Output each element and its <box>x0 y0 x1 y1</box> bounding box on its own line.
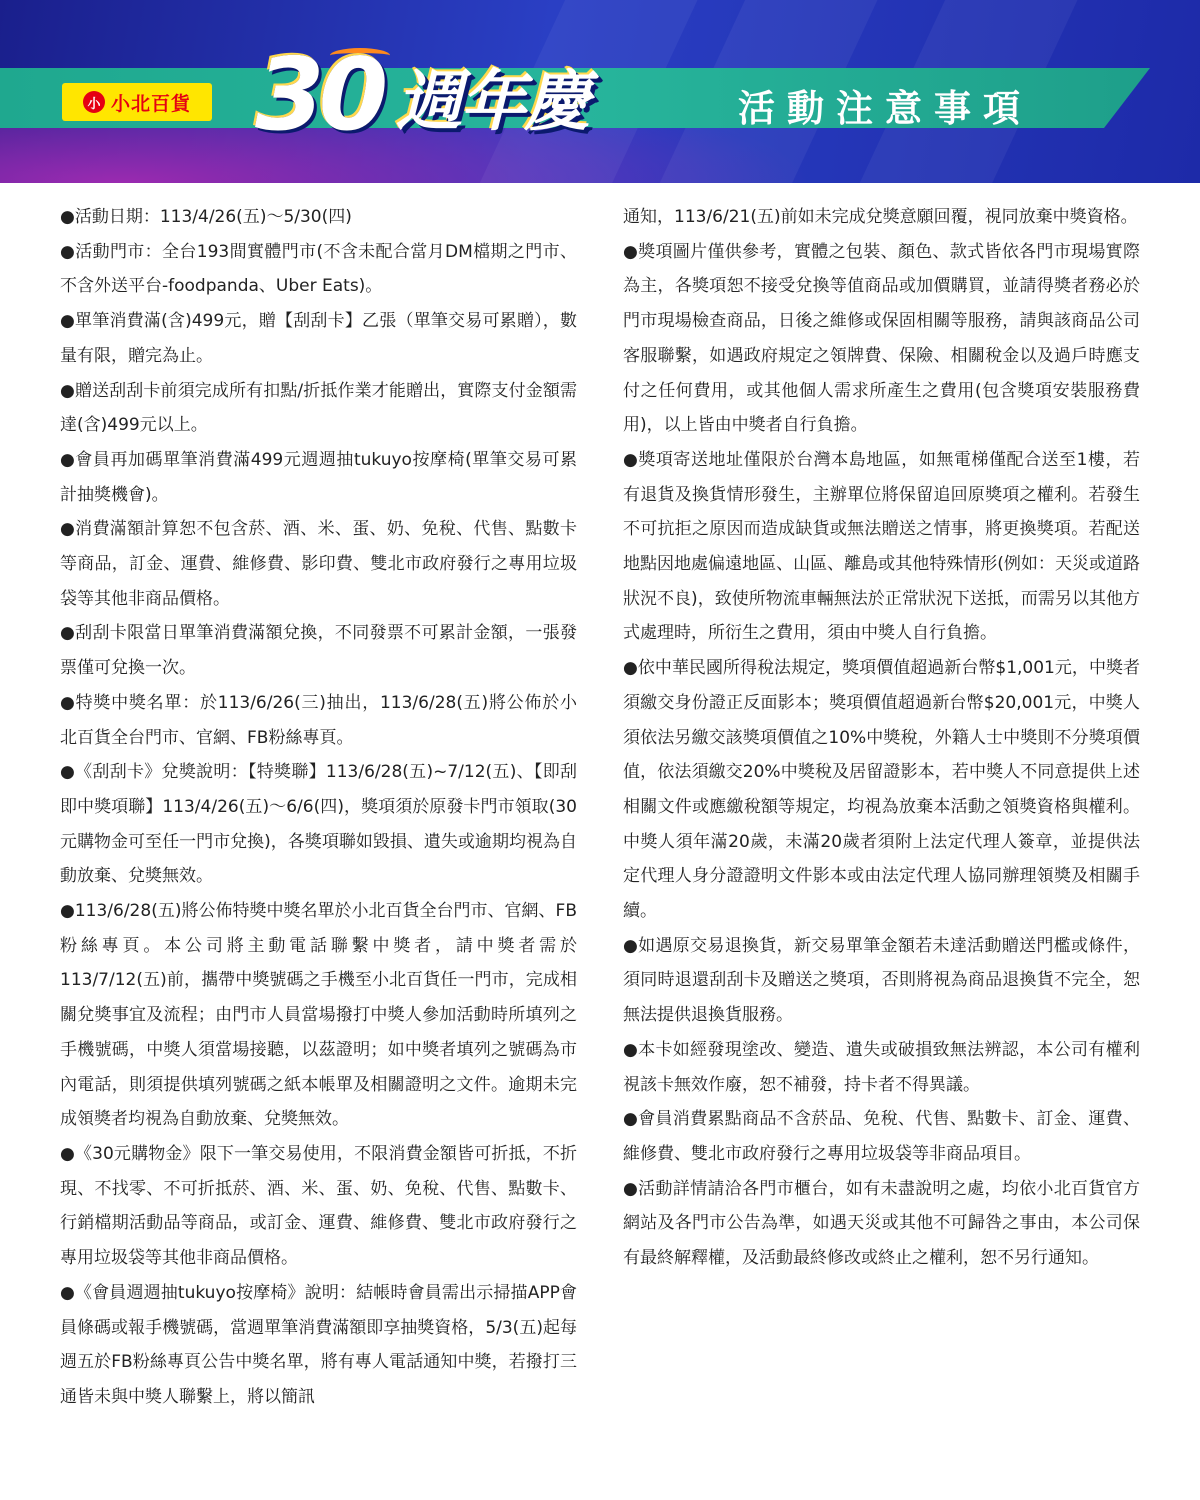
notice-item: ●獎項寄送地址僅限於台灣本島地區，如無電梯僅配合送至1樓，若有退貨及換貨情形發生，主辦單位將保留追回原獎項之權利。若發生不可抗拒之原因而造成缺貨或無法贈送之情事，將更換獎項。若配送地點因地處偏遠地區、山區、離島或其他特殊情形(例如：天災或道路狀況不良)，致使所物流車輛無法於正常狀況下送抵，而需另以其他方式處理時，所衍生之費用，須由中獎人自行負擔。 <box>623 449 1140 644</box>
notice-item: ●《刮刮卡》兌獎說明：【特獎聯】113/6/28(五)~7/12(五)、【即刮即中獎項聯】113/4/26(五)～6/6(四)，獎項須於原發卡門市領取(30元購物金可至任一門市兌換)，各獎項聯如毀損、遺失或逾期均視為自動放棄、兌獎無效。 <box>60 762 577 887</box>
notice-item: ●《30元購物金》限下一筆交易使用，不限消費金額皆可折抵，不折現、不找零、不可折抵菸、酒、米、蛋、奶、免稅、代售、點數卡、行銷檔期活動品等商品，或訂金、運費、維修費、雙北市政府發行之專用垃圾袋等其他非商品價格。 <box>60 1143 577 1269</box>
logo-icon: 小 <box>83 91 105 113</box>
header-banner <box>0 0 1200 183</box>
notice-item: ●特獎中獎名單：於113/6/26(三)抽出，113/6/28(五)將公佈於小北百貨全台門市、官網、FB粉絲專頁。 <box>60 692 577 748</box>
notice-item: ●《會員週週抽tukuyo按摩椅》說明：結帳時會員需出示掃描APP會員條碼或報手機號碼，當週單筆消費滿額即享抽獎資格，5/3(五)起每週五於FB粉絲專頁公告中獎名單，將有專人電話通知中獎，若撥打三通皆未與中獎人聯繫上，將以簡訊 <box>60 1282 577 1407</box>
notice-item: ●單筆消費滿(含)499元，贈【刮刮卡】乙張（單筆交易可累贈），數量有限，贈完為止。 <box>60 311 577 366</box>
notice-item: ●如遇原交易退換貨，新交易單筆金額若未達活動贈送門檻或條件，須同時退還刮刮卡及贈送之獎項，否則將視為商品退換貨不完全，恕無法提供退換貨服務。 <box>623 935 1140 1026</box>
notice-item: ●刮刮卡限當日單筆消費滿額兌換，不同發票不可累計金額，一張發票僅可兌換一次。 <box>60 623 577 679</box>
right-column <box>623 200 1140 1415</box>
notice-item: 通知，113/6/21(五)前如未完成兌獎意願回覆，視同放棄中獎資格。 <box>623 207 1138 227</box>
notice-item: ●獎項圖片僅供參考，實體之包裝、顏色、款式皆依各門市現場實際為主，各獎項恕不接受兌換等值商品或加價購買，並請得獎者務必於門市現場檢查商品，日後之維修或保固相關等服務，請與該商品公司客服聯繫，如遇政府規定之領牌費、保險、相關稅金以及過戶時應支付之任何費用，或其他個人需求所產生之費用(包含獎項安裝服務費用)，以上皆由中獎者自行負擔。 <box>623 241 1140 436</box>
anniversary-number: 30 <box>255 36 383 153</box>
left-column <box>60 200 577 1415</box>
notice-item: ●依中華民國所得稅法規定，獎項價值超過新台幣$1,001元，中獎者須繳交身份證正反面影本；獎項價值超過新台幣$20,001元，中獎人須依法另繳交該獎項價值之10%中獎稅，外籍人士中獎則不分獎項價值，依法須繳交20%中獎稅及居留證影本，若中獎人不同意提供上述相關文件或應繳稅額等規定，均視為放棄本活動之領獎資格與權利。中獎人須年滿20歲，未滿20歲者須附上法定代理人簽章，並提供法定代理人身分證證明文件影本或由法定代理人協同辦理領獎及相關手續。 <box>623 658 1140 922</box>
page-title: 活動注意事項 <box>738 87 1032 130</box>
notice-item: ●113/6/28(五)將公佈特獎中獎名單於小北百貨全台門市、官網、FB粉絲專頁。本公司將主動電話聯繫中獎者，請中獎者需於113/7/12(五)前，攜帶中獎號碼之手機至小北百貨任一門市，完成相關兌獎事宜及流程；由門市人員當場撥打中獎人參加活動時所填列之手機號碼，中獎人須當場接聽，以茲證明；如中獎者填列之號碼為市內電話，則須提供填列號碼之紙本帳單及相關證明之文件。逾期未完成領獎者均視為自動放棄、兌獎無效。 <box>60 901 577 1130</box>
anniversary-text: 週年慶 <box>396 62 589 140</box>
notice-item: ●贈送刮刮卡前須完成所有扣點/折抵作業才能贈出，實際支付金額需達(含)499元以上。 <box>60 380 577 436</box>
notice-item: ●會員再加碼單筆消費滿499元週週抽tukuyo按摩椅(單筆交易可累計抽獎機會)。 <box>60 449 577 505</box>
notice-content <box>60 200 1140 1415</box>
logo-text: 小北百貨 <box>110 92 191 115</box>
brand-logo <box>62 83 212 121</box>
notice-item: ●本卡如經發現塗改、變造、遺失或破損致無法辨認，本公司有權利視該卡無效作廢，恕不補發，持卡者不得異議。 <box>623 1039 1140 1095</box>
notice-item: ●活動門市：全台193間實體門市(不含未配合當月DM檔期之門市、不含外送平台-foodpanda、Uber Eats)。 <box>60 241 577 297</box>
notice-item: ●消費滿額計算恕不包含菸、酒、米、蛋、奶、免稅、代售、點數卡等商品，訂金、運費、維修費、影印費、雙北市政府發行之專用垃圾袋等其他非商品價格。 <box>60 519 577 609</box>
notice-item: ●活動詳情請洽各門市櫃台，如有未盡說明之處，均依小北百貨官方網站及各門市公告為準，如遇天災或其他不可歸咎之事由，本公司保有最終解釋權，及活動最終修改或終止之權利，恕不另行通知。 <box>623 1178 1140 1269</box>
anniversary-title <box>255 36 589 153</box>
notice-item: ●會員消費累點商品不含菸品、免稅、代售、點數卡、訂金、運費、維修費、雙北市政府發行之專用垃圾袋等非商品項目。 <box>623 1109 1140 1164</box>
notice-item: ●活動日期：113/4/26(五)～5/30(四) <box>60 207 352 227</box>
